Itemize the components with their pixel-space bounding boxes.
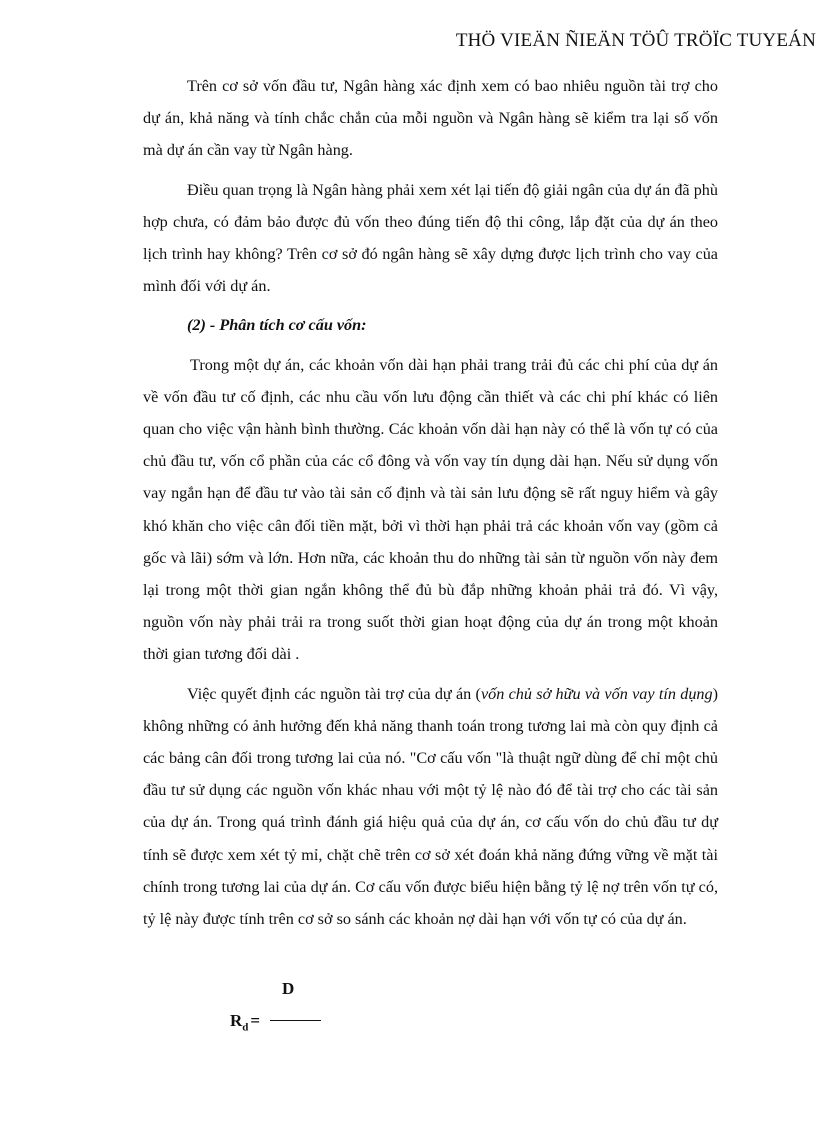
formula-lhs bbox=[230, 1011, 260, 1033]
paragraph-1: Trên cơ sở vốn đầu tư, Ngân hàng xác định xem có bao nhiêu nguồn tài trợ cho dự án, khả năng và tính chắc chắn của mỗi nguồn và Ngân hàng sẽ kiểm tra lại số vốn mà dự án cần vay từ Ngân hàng. bbox=[143, 77, 718, 160]
document-body bbox=[143, 70, 718, 935]
formula-equals: = bbox=[250, 1011, 261, 1030]
paragraph-4-text-start: Việc quyết định các nguồn tài trợ của dự án ( bbox=[187, 684, 481, 703]
page-header: THÖ VIEÄN ÑIEÄN TÖÛ TRÖÏC TUYEÁN bbox=[455, 30, 816, 51]
fraction-bar bbox=[270, 1020, 321, 1021]
debt-ratio-formula bbox=[230, 975, 350, 1035]
paragraph-4-italic: vốn chủ sở hữu và vốn vay tín dụng bbox=[480, 684, 713, 703]
formula-numerator: D bbox=[282, 979, 295, 998]
formula-symbol: R bbox=[230, 1011, 243, 1030]
formula-subscript: d bbox=[242, 1021, 249, 1034]
paragraph-4-text-end: ) không những có ảnh hưởng đến khả năng thanh toán trong tương lai mà còn quy định cả các bảng cân đối trong tương lai của nó. "Cơ cấu vốn "là thuật ngữ dùng để chỉ một chủ đầu tư sử dụng các nguồn vốn khác nhau với một tỷ lệ nào đó để tài trợ cho các tài sản của dự án. Trong quá trình đánh giá hiệu quả của dự án, cơ cấu vốn do chủ đầu tư dự tính sẽ được xem xét tỷ mỉ, chặt chẽ trên cơ sở xét đoán khả năng đứng vững về mặt tài chính trong tương lai của dự án. Cơ cấu vốn được biểu hiện bằng tỷ lệ nợ trên vốn tự có, tỷ lệ này được tính trên cơ sở so sánh các khoản nợ dài hạn với vốn tự có của dự án. bbox=[143, 684, 718, 929]
paragraph-2: Điều quan trọng là Ngân hàng phải xem xét lại tiến độ giải ngân của dự án đã phù hợp chưa, có đảm bảo được đủ vốn theo đúng tiến độ thi công, lắp đặt của dự án theo lịch trình hay không? Trên cơ sở đó ngân hàng sẽ xây dựng được lịch trình cho vay của mình đối với dự án. bbox=[143, 180, 718, 296]
section-heading: (2) - Phân tích cơ cấu vốn: bbox=[187, 316, 367, 335]
paragraph-3: Trong một dự án, các khoản vốn dài hạn phải trang trải đủ các chi phí của dự án về vốn đầu tư cố định, các nhu cầu vốn lưu động cần thiết và các chi phí khác có liên quan cho việc vận hành bình thường. Các khoản vốn dài hạn này có thể là vốn tự có của chủ đầu tư, vốn cổ phần của các cổ đông và vốn vay tín dụng dài hạn. Nếu sử dụng vốn vay ngắn hạn để đầu tư vào tài sản cố định và tài sản lưu động sẽ rất nguy hiểm và gây khó khăn cho việc cân đối tiền mặt, bởi vì thời hạn phải trả các khoản vốn vay (gồm cả gốc và lãi) sớm và lớn. Hơn nữa, các khoản thu do những tài sản từ nguồn vốn này đem lại trong một thời gian ngắn không thể đủ bù đắp những khoản phải trả đó. Vì vậy, nguồn vốn này phải trải ra trong suốt thời gian hoạt động của dự án trong một khoản thời gian tương đối dài . bbox=[143, 355, 718, 664]
paragraph-4 bbox=[143, 678, 718, 936]
